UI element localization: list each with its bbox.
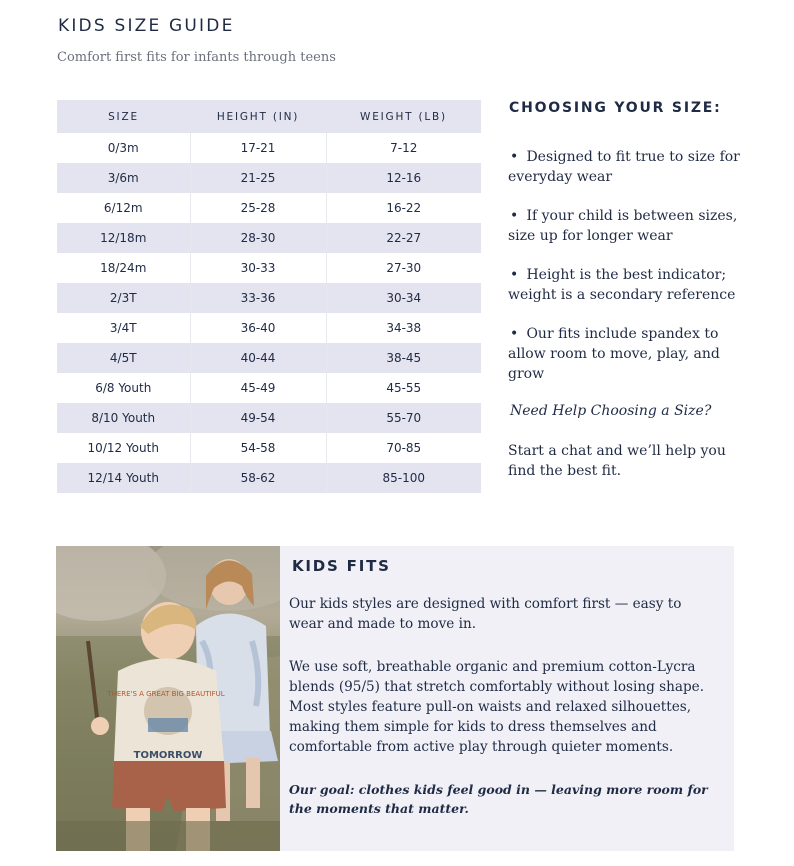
page-title: KIDS SIZE GUIDE (58, 16, 235, 36)
size-row (57, 193, 481, 223)
column-header-height: HEIGHT (IN) (190, 100, 326, 133)
weight-cell: 12-16 (326, 163, 481, 193)
height-cell: 36-40 (190, 313, 326, 343)
tip-text: Our fits include spandex to allow room to move, play, and grow (508, 326, 720, 382)
bullet-icon: • (510, 208, 519, 224)
page-subtitle: Comfort first fits for infants through teens (57, 50, 336, 65)
size-row (57, 343, 481, 373)
height-cell: 45-49 (190, 373, 326, 403)
weight-cell: 38-45 (326, 343, 481, 373)
size-row (57, 403, 481, 433)
fits-materials-paragraph: We use soft, breathable organic and premium cotton-Lycra blends (95/5) that stretch comfortably without losing shape. Most styles feature pull-on waists and relaxed silhouettes, making them simple for kids to dress themselves and comfortable from active play through quieter moments. (289, 659, 705, 755)
size-cell: 2/3T (57, 283, 190, 313)
table-header-row (57, 100, 481, 133)
tip-text: If your child is between sizes, size up for longer wear (508, 208, 738, 244)
weight-cell: 30-34 (326, 283, 481, 313)
height-cell: 17-21 (190, 133, 326, 163)
height-cell: 58-62 (190, 463, 326, 493)
tip-text: Designed to fit true to size for everyday wear (508, 149, 740, 185)
column-header-size: SIZE (57, 100, 190, 133)
size-cell: 3/4T (57, 313, 190, 343)
weight-cell: 34-38 (326, 313, 481, 343)
size-cell: 18/24m (57, 253, 190, 283)
help-question: Need Help Choosing a Size? (510, 403, 712, 419)
size-cell: 12/18m (57, 223, 190, 253)
kids-photo-illustration (56, 546, 280, 851)
kids-fits-heading: KIDS FITS (292, 557, 391, 575)
weight-cell: 22-27 (326, 223, 481, 253)
tip-item (508, 206, 748, 246)
column-header-weight: WEIGHT (LB) (326, 100, 481, 133)
sizing-tips-list (508, 147, 748, 403)
height-cell: 54-58 (190, 433, 326, 463)
weight-cell: 55-70 (326, 403, 481, 433)
size-row (57, 463, 481, 493)
size-cell: 6/12m (57, 193, 190, 223)
size-row (57, 313, 481, 343)
size-row (57, 283, 481, 313)
tip-text: Height is the best indicator; weight is a secondary reference (508, 267, 736, 303)
kids-walking-photo (56, 546, 280, 851)
size-row (57, 253, 481, 283)
choosing-size-heading: CHOOSING YOUR SIZE: (509, 100, 722, 116)
tip-item (508, 265, 748, 305)
size-cell: 0/3m (57, 133, 190, 163)
bullet-icon: • (510, 149, 519, 165)
help-chat-text[interactable]: Start a chat and we’ll help you find the best fit. (508, 443, 726, 479)
size-cell: 8/10 Youth (57, 403, 190, 433)
height-cell: 33-36 (190, 283, 326, 313)
bullet-icon: • (510, 326, 519, 342)
weight-cell: 45-55 (326, 373, 481, 403)
size-chart-table (57, 100, 481, 493)
height-cell: 28-30 (190, 223, 326, 253)
height-cell: 21-25 (190, 163, 326, 193)
size-cell: 3/6m (57, 163, 190, 193)
bullet-icon: • (510, 267, 519, 283)
size-cell: 12/14 Youth (57, 463, 190, 493)
size-cell: 10/12 Youth (57, 433, 190, 463)
height-cell: 25-28 (190, 193, 326, 223)
weight-cell: 70-85 (326, 433, 481, 463)
height-cell: 49-54 (190, 403, 326, 433)
weight-cell: 27-30 (326, 253, 481, 283)
kids-fits-panel (56, 546, 734, 851)
fits-goal-statement: Our goal: clothes kids feel good in — leaving more room for the moments that matter. (289, 782, 708, 816)
shirt-text-bottom: TOMORROW (133, 750, 203, 761)
fits-intro-paragraph: Our kids styles are designed with comfort first — easy to wear and made to move in. (289, 596, 682, 632)
height-cell: 40-44 (190, 343, 326, 373)
tip-item (508, 324, 748, 384)
size-row (57, 223, 481, 253)
height-cell: 30-33 (190, 253, 326, 283)
size-cell: 6/8 Youth (57, 373, 190, 403)
tip-item (508, 147, 748, 187)
size-row (57, 373, 481, 403)
weight-cell: 7-12 (326, 133, 481, 163)
size-row (57, 433, 481, 463)
weight-cell: 85-100 (326, 463, 481, 493)
size-cell: 4/5T (57, 343, 190, 373)
shirt-text-top: THERE'S A GREAT BIG BEAUTIFUL (107, 690, 225, 698)
size-row (57, 133, 481, 163)
size-row (57, 163, 481, 193)
weight-cell: 16-22 (326, 193, 481, 223)
